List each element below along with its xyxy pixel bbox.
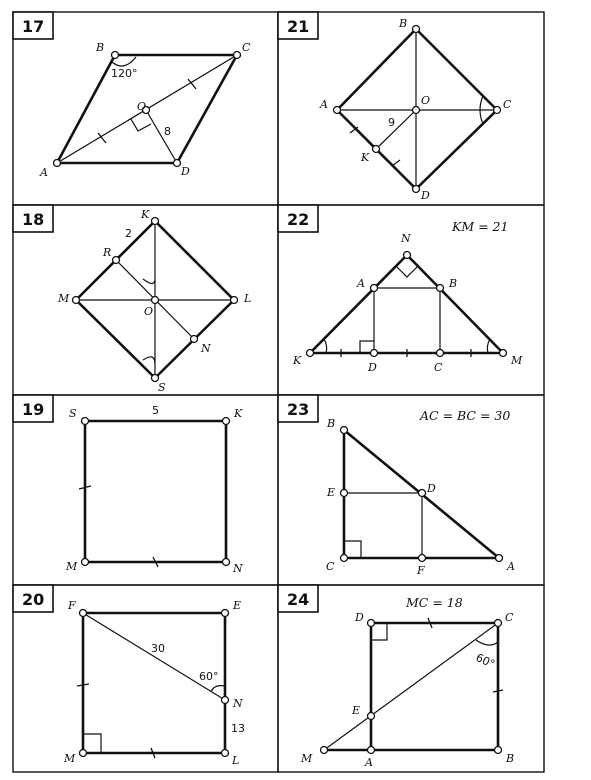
point-label-m: M [301, 752, 313, 765]
point-label-a: A [40, 166, 48, 179]
segment-value: 2 [125, 227, 132, 240]
point-label-m: M [64, 752, 76, 765]
point-label-d: D [421, 189, 430, 202]
given-condition: AC = BC = 30 [420, 408, 511, 423]
problem-number: 22 [287, 210, 310, 229]
panel-21 [278, 12, 544, 205]
point-label-e: E [352, 704, 361, 717]
point-label-k: K [293, 354, 302, 367]
problem-number: 17 [22, 17, 45, 36]
point-label-b: B [449, 277, 458, 290]
rhombus-figure [334, 26, 501, 193]
point-label-s: S [69, 407, 77, 420]
point-label-o: O [137, 100, 147, 113]
problem-number: 23 [287, 400, 310, 419]
point-label-c: C [505, 611, 514, 624]
point-label-n: N [233, 697, 243, 710]
point-label-a: A [365, 756, 373, 769]
point-label-d: D [427, 482, 436, 495]
angle-value: 120° [111, 67, 138, 80]
point-label-f: F [417, 564, 425, 577]
problem-number: 20 [22, 590, 45, 609]
diagonal-value: 30 [151, 642, 165, 655]
square-figure [79, 418, 230, 568]
angle-value: 60° [199, 670, 219, 683]
point-label-e: E [327, 486, 336, 499]
point-label-s: S [158, 381, 166, 394]
panel-18 [13, 205, 278, 395]
point-label-a: A [507, 560, 515, 573]
point-label-n: N [401, 232, 411, 245]
point-label-l: L [244, 292, 252, 305]
angle-value: 60° [473, 650, 497, 671]
problem-number: 19 [22, 400, 45, 419]
segment-value: 13 [231, 722, 245, 735]
point-label-o: O [144, 305, 154, 318]
point-label-d: D [355, 611, 364, 624]
given-condition: MC = 18 [406, 595, 463, 610]
point-label-a: A [357, 277, 365, 290]
right-triangle-figure [341, 427, 503, 562]
panel-19 [13, 395, 278, 585]
point-label-o: O [421, 94, 431, 107]
point-label-l: L [232, 754, 240, 767]
point-label-d: D [368, 361, 377, 374]
panel-22 [278, 205, 544, 395]
point-label-m: M [511, 354, 523, 367]
point-label-k: K [234, 407, 243, 420]
point-label-r: R [103, 246, 112, 259]
point-label-k: K [361, 151, 370, 164]
point-label-k: K [141, 208, 150, 221]
rectangle-figure [321, 618, 504, 754]
panel-frame [278, 395, 544, 585]
point-label-d: D [181, 165, 190, 178]
point-label-c: C [503, 98, 512, 111]
panel-frame [13, 395, 278, 585]
triangle-figure [307, 252, 507, 358]
segment-value: 8 [164, 125, 171, 138]
point-label-m: M [66, 560, 78, 573]
point-label-n: N [233, 562, 243, 575]
panel-17 [13, 12, 278, 205]
point-label-e: E [233, 599, 242, 612]
rectangle-figure [77, 610, 229, 759]
point-label-b: B [96, 41, 105, 54]
point-label-c: C [434, 361, 443, 374]
rhombus-figure [54, 52, 241, 167]
point-label-a: A [320, 98, 328, 111]
given-condition: KM = 21 [452, 219, 509, 234]
point-label-n: N [201, 342, 211, 355]
point-label-m: M [58, 292, 70, 305]
problem-number: 21 [287, 17, 310, 36]
rhombus-figure [73, 218, 238, 382]
segment-value: 9 [388, 116, 395, 129]
side-value: 5 [152, 404, 159, 417]
point-label-c: C [242, 41, 251, 54]
point-label-f: F [68, 599, 76, 612]
problem-number: 18 [22, 210, 45, 229]
point-label-b: B [506, 752, 515, 765]
point-label-b: B [327, 417, 336, 430]
panel-20 [13, 585, 278, 772]
point-label-b: B [399, 17, 408, 30]
point-label-c: C [326, 560, 335, 573]
panel-24 [278, 585, 544, 772]
panel-23 [278, 395, 544, 585]
problem-number: 24 [287, 590, 310, 609]
